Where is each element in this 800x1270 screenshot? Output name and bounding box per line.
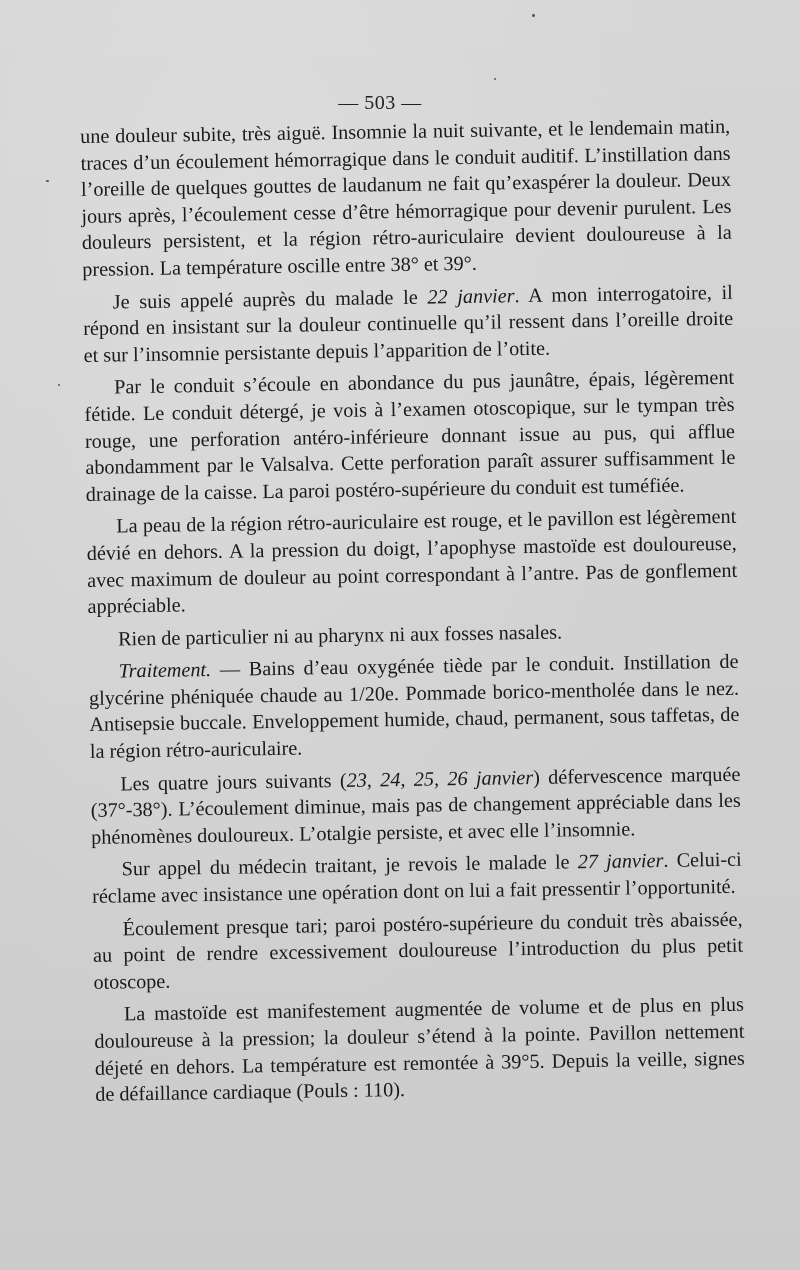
paragraph-2 — [83, 279, 734, 369]
paragraph-10: La mastoïde est manifestement augmentée de volume et de plus en plus douloureuse à la pression; la douleur s’étend à la pointe. Pavillon nettement déjeté en dehors. La température est remontée à 39°5. Depuis la veille, signes de défaillance cardiaque (Pouls : 110). — [94, 994, 745, 1107]
paragraph-8-text-start: Sur appel du médecin traitant, je revois le malade le — [121, 851, 578, 881]
scan-speck — [58, 384, 60, 386]
paragraph-7-text-end: ) défervescence marquée (37°-38°). L’écoulement diminue, mais pas de changement appréciable dans les phénomènes douloureux. L’otalgie persiste, et avec elle l’insomnie. — [90, 763, 741, 849]
paragraph-8 — [92, 847, 743, 910]
scan-speck — [494, 78, 496, 80]
body-text — [80, 114, 745, 1109]
paragraph-2-text-end: . A mon interrogatoire, il répond en insistant sur la douleur continuelle qu’il ressent dans l’oreille droite et sur l’insomnie persistante depuis l’apparition de l’otite. — [83, 281, 734, 367]
paragraph-6 — [88, 649, 740, 766]
paragraph-2-date: 22 janvier — [427, 284, 515, 309]
paragraph-7-text-start: Les quatre jours suivants ( — [120, 769, 347, 796]
paragraph-7-dates: 23, 24, 25, 26 janvier — [346, 766, 534, 792]
paragraph-5: Rien de particulier ni au pharynx ni aux fosses nasales. — [117, 621, 563, 651]
paragraph-1: une douleur subite, très aiguë. Insomnie la nuit suivante, et le lendemain matin, traces d’un écoulement hémorragique dans le conduit auditif. L’instillation dans l’oreille de quelques gouttes de laudanum ne fait qu’exaspérer la douleur. Deux jours après, l’écoulement cesse d’être hémorragique pour devenir purulent. Les douleurs persistent, et la région rétro-auriculaire devient douloureuse à la pression. La température oscille entre 38° et 39°. — [80, 115, 732, 281]
paragraph-6-text: — Bains d’eau oxygénée tiède par le conduit. Instillation de glycérine phéniquée chaude au 1/20e. Pommade borico-mentholée dans le nez. Antisepsie buccale. Enveloppement humide, chaud, permanent, sous taffetas, de la région rétro-auriculaire. — [88, 651, 740, 763]
paragraph-8-date: 27 janvier — [577, 850, 664, 874]
scan-speck — [46, 180, 49, 182]
paragraph-6-heading: Traitement. — [118, 659, 212, 683]
paragraph-8-text-end: . Celui-ci réclame avec insistance une opération dont on lui a fait pressentir l’opportunité. — [91, 849, 742, 908]
paragraph-7 — [90, 761, 741, 851]
paragraph-9: Écoulement presque tari; paroi postéro-supérieure du conduit très abaissée, au point de rendre excessivement douloureuse l’introduction du plus petit otoscope. — [92, 908, 744, 994]
paragraph-4: La peau de la région rétro-auriculaire est rouge, et le pavillon est légèrement dévié en dehors. A la pression du doigt, l’apophyse mastoïde est douloureuse, avec maximum de douleur au point correspondant à l’antre. Pas de gonflement appréciable. — [86, 506, 738, 619]
page-number: — 503 — — [338, 92, 422, 114]
paragraph-2-text-start: Je suis appelé auprès du malade le — [112, 286, 428, 314]
scan-speck — [532, 14, 535, 17]
paragraph-3: Par le conduit s’écoule en abondance du pus jaunâtre, épais, légèrement fétide. Le conduit détergé, je vois à l’examen otoscopique, sur le tympan très rouge, une perforation antéro-inférieure donnant issue au pus, qui afflue abondamment par le Valsalva. Cette perforation paraît assurer suffisamment le drainage de la caisse. La paroi postéro-supérieure du conduit est tuméfiée. — [84, 367, 736, 506]
